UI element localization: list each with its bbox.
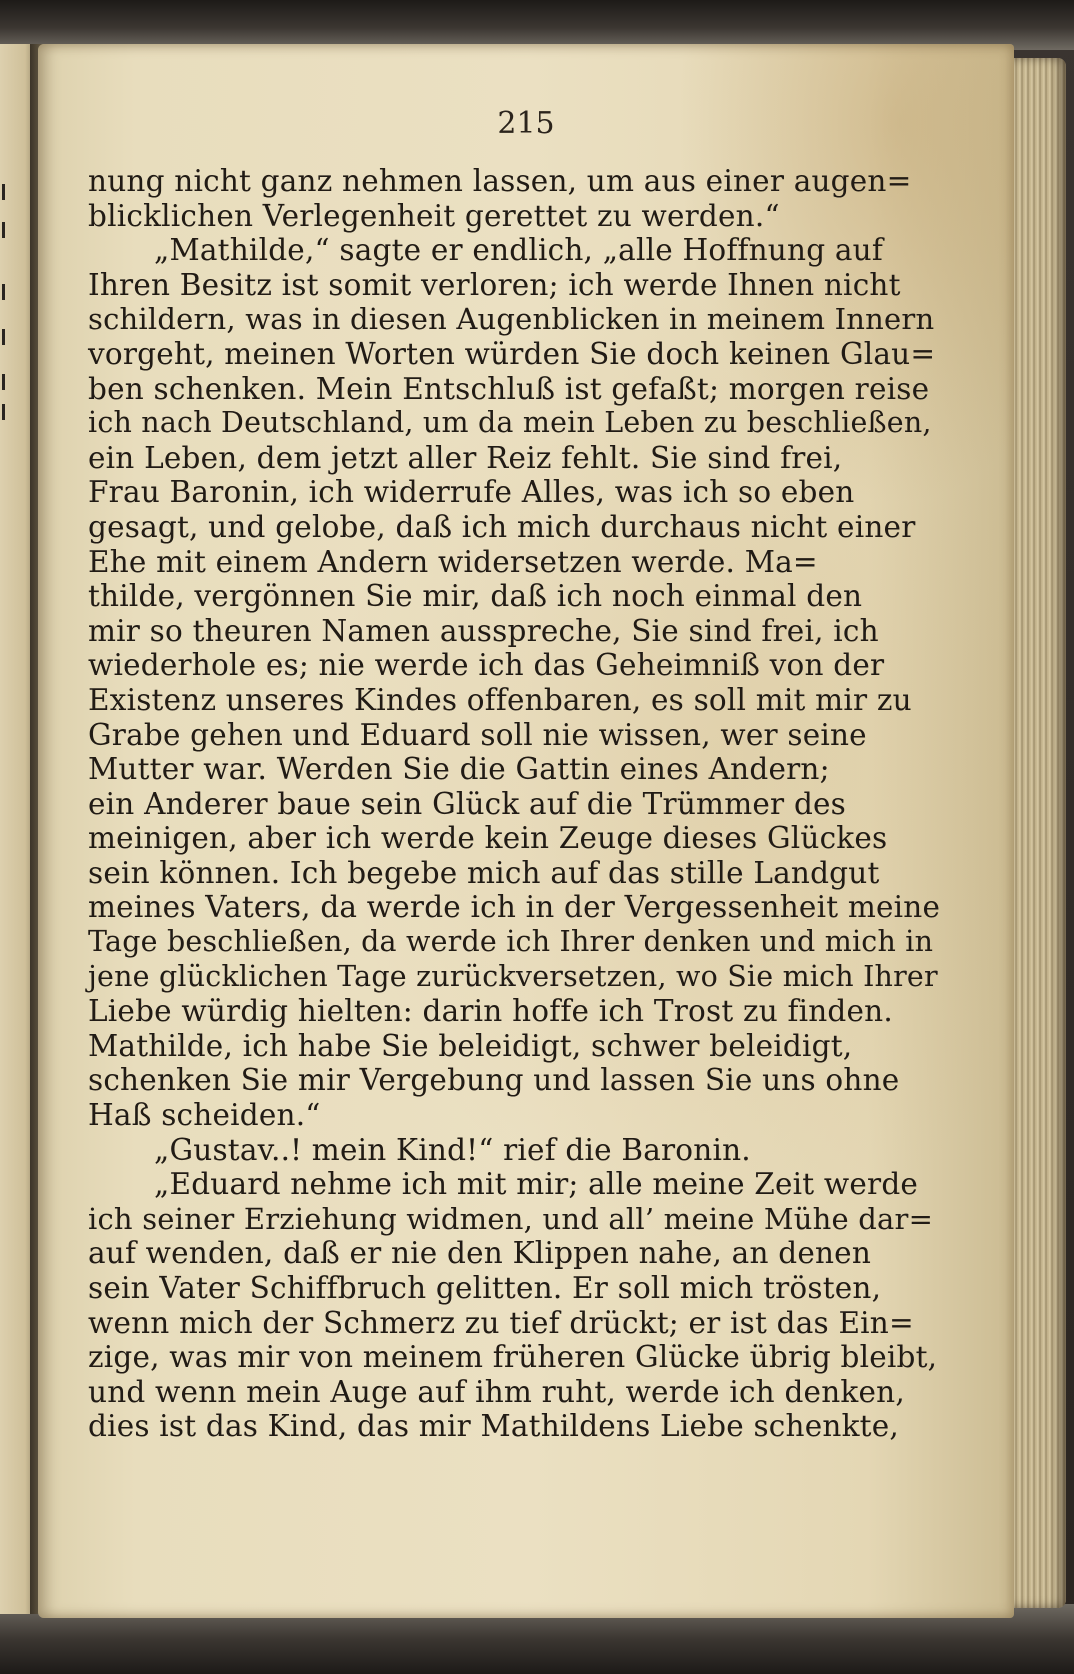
text-line: ich nach Deutschland, um da mein Leben zu beschließen, (88, 406, 932, 440)
facing-page-text-fragment (2, 284, 15, 300)
facing-page-text-fragment (2, 404, 15, 420)
text-line: Mutter war. Werden Sie die Gattin eines Andern; (88, 752, 830, 787)
text-line: ben schenken. Mein Entschluß ist gefaßt; morgen reise (88, 371, 930, 406)
facing-page-text-fragment (2, 329, 15, 345)
text-line: dies ist das Kind, das mir Mathildens Liebe schenkte, (88, 1409, 899, 1444)
text-line: „Eduard nehme ich mit mir; alle meine Zeit werde (154, 1167, 919, 1202)
text-line: blicklichen Verlegenheit gerettet zu werden.“ (88, 198, 780, 233)
text-line: „Gustav..! mein Kind!“ rief die Baronin. (154, 1132, 751, 1167)
text-line: Tage beschließen, da werde ich Ihrer denken und mich in (88, 925, 934, 959)
text-line: schildern, was in diesen Augenblicken in meinem Innern (88, 302, 935, 337)
text-line: sein Vater Schiffbruch gelitten. Er soll mich trösten, (88, 1271, 882, 1305)
text-line: „Mathilde,“ sagte er endlich, „alle Hoffnung auf (154, 233, 883, 268)
text-line: ein Anderer baue sein Glück auf die Trümmer des (88, 786, 847, 821)
text-line: Existenz unseres Kindes offenbaren, es soll mit mir zu (88, 682, 912, 717)
facing-page-text-fragment (2, 184, 15, 200)
text-line: Grabe gehen und Eduard soll nie wissen, wer seine (88, 717, 867, 752)
text-line: ich seiner Erziehung widmen, und all’ meine Mühe dar= (88, 1201, 934, 1236)
text-line: zige, was mir von meinem früheren Glücke übrig bleibt, (88, 1340, 938, 1375)
text-line: Ehe mit einem Andern widersetzen werde. Ma= (88, 544, 818, 579)
text-line: schenken Sie mir Vergebung und lassen Sie uns ohne (88, 1063, 900, 1098)
text-line: gesagt, und gelobe, daß ich mich durchaus nicht einer (88, 509, 916, 544)
text-line: meines Vaters, da werde ich in der Vergessenheit meine (88, 890, 941, 925)
text-line: nung nicht ganz nehmen lassen, um aus einer augen= (88, 164, 912, 198)
text-line: Mathilde, ich habe Sie beleidigt, schwer beleidigt, (88, 1028, 853, 1063)
text-line: meinigen, aber ich werde kein Zeuge dieses Glückes (88, 821, 888, 856)
facing-page-text-fragment (2, 374, 15, 390)
page-edges (1006, 58, 1066, 1608)
text-line: Ihren Besitz ist somit verloren; ich werde Ihnen nicht (88, 267, 901, 302)
body-text (88, 164, 943, 1444)
text-line: Frau Baronin, ich widerrufe Alles, was ich so eben (88, 475, 855, 510)
top-book-edge (0, 0, 1074, 50)
text-line: vorgeht, meinen Worten würden Sie doch keinen Glau= (88, 336, 936, 371)
text-line: Liebe würdig hielten: darin hoffe ich Trost zu finden. (88, 994, 893, 1029)
facing-page-text-fragment (2, 222, 15, 238)
text-line: ein Leben, dem jetzt aller Reiz fehlt. Sie sind frei, (88, 440, 843, 475)
text-line: jene glücklichen Tage zurückversetzen, wo Sie mich Ihrer (88, 959, 938, 993)
text-line: wenn mich der Schmerz zu tief drückt; er ist das Ein= (88, 1305, 914, 1340)
text-line: und wenn mein Auge auf ihm ruht, werde ich denken, (88, 1374, 905, 1409)
text-line: mir so theuren Namen ausspreche, Sie sind frei, ich (88, 613, 879, 648)
text-line: wiederhole es; nie werde ich das Geheimniß von der (88, 648, 885, 683)
text-line: sein können. Ich begebe mich auf das stille Landgut (88, 855, 880, 890)
page-number: 215 (497, 106, 555, 141)
text-line: auf wenden, daß er nie den Klippen nahe, an denen (88, 1236, 872, 1271)
text-line: thilde, vergönnen Sie mir, daß ich noch einmal den (88, 579, 863, 614)
text-line: Haß scheiden.“ (88, 1098, 321, 1133)
book-page (38, 44, 1014, 1618)
